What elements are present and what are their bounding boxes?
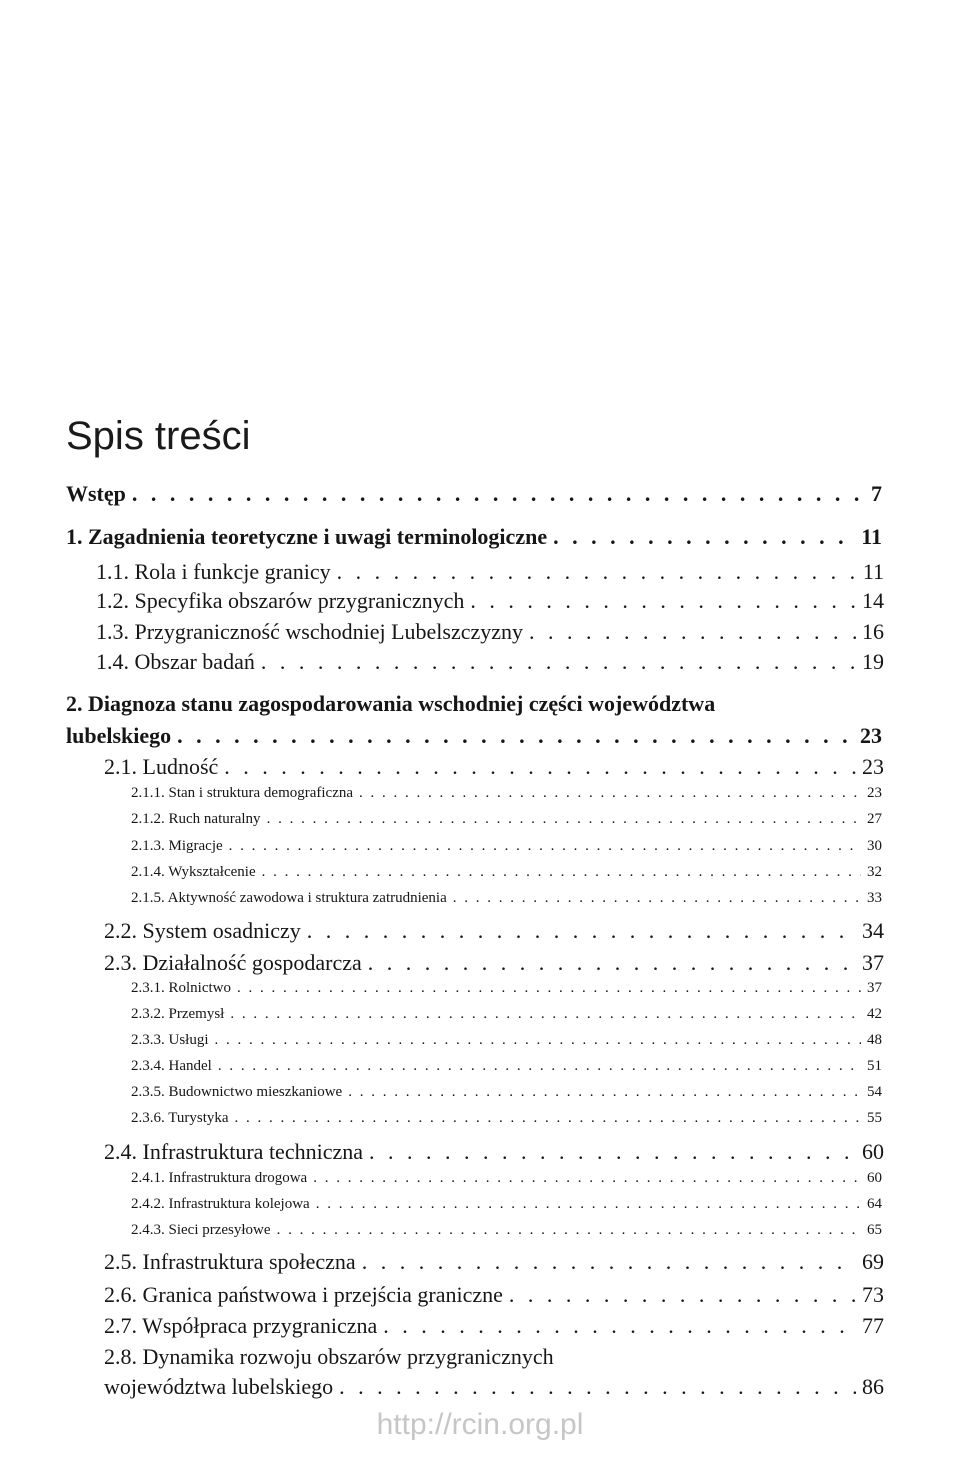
toc-entry-page: 11 bbox=[861, 524, 882, 549]
dot-leader bbox=[224, 754, 856, 780]
toc-entry-title: 2.4.1. Infrastruktura drogowa bbox=[131, 1170, 308, 1186]
toc-entry-2-8 bbox=[104, 1374, 884, 1400]
toc-entry-page: 37 bbox=[867, 980, 882, 996]
toc-entry-2-1-5 bbox=[131, 890, 882, 907]
toc-entry-2-3-3 bbox=[131, 1032, 882, 1049]
dot-leader bbox=[218, 1058, 861, 1075]
dot-leader bbox=[267, 811, 861, 828]
dot-leader bbox=[509, 1282, 856, 1308]
toc-entry-1-2 bbox=[96, 588, 884, 614]
toc-entry-title: województwa lubelskiego bbox=[104, 1374, 334, 1399]
dot-leader bbox=[529, 619, 856, 645]
toc-entry-title: 2.2. System osadniczy bbox=[104, 918, 301, 943]
toc-entry-title: 2.3.5. Budownictwo mieszkaniowe bbox=[131, 1084, 343, 1100]
dot-leader bbox=[470, 588, 856, 614]
toc-entry-page: 32 bbox=[867, 864, 882, 880]
dot-leader bbox=[553, 524, 855, 550]
toc-entry-2-2 bbox=[104, 918, 884, 944]
toc-entry-page: 27 bbox=[867, 811, 882, 827]
toc-entry-page: 7 bbox=[871, 481, 882, 506]
dot-leader bbox=[348, 1084, 861, 1101]
toc-entry-2-3-6 bbox=[131, 1110, 882, 1127]
toc-entry-2-8-line1: 2.8. Dynamika rozwoju obszarów przygranicznych bbox=[104, 1344, 554, 1369]
toc-entry-title: 2.1.1. Stan i struktura demograficzna bbox=[131, 785, 354, 801]
dot-leader bbox=[262, 864, 861, 881]
toc-entry-page: 65 bbox=[867, 1222, 882, 1238]
toc-entry-page: 19 bbox=[862, 649, 884, 674]
dot-leader bbox=[277, 1222, 861, 1239]
toc-entry-2-6 bbox=[104, 1282, 884, 1308]
toc-entry-page: 23 bbox=[867, 785, 882, 801]
toc-entry-title: 1. Zagadnienia teoretyczne i uwagi terminologiczne bbox=[66, 524, 548, 549]
toc-entry-title: 2.3.1. Rolnictwo bbox=[131, 980, 231, 996]
toc-entry-title: 2.1.3. Migracje bbox=[131, 838, 223, 854]
toc-entry-chapter-1 bbox=[66, 524, 882, 550]
toc-entry-page: 64 bbox=[867, 1196, 882, 1212]
toc-entry-2-3-2 bbox=[131, 1006, 882, 1023]
toc-entry-2-1-1 bbox=[131, 785, 882, 802]
toc-entry-2-3 bbox=[104, 950, 884, 976]
toc-entry-title: 2.3.3. Usługi bbox=[131, 1032, 209, 1048]
dot-leader bbox=[230, 1006, 861, 1023]
dot-leader bbox=[313, 1170, 861, 1187]
toc-entry-2-3-4 bbox=[131, 1058, 882, 1075]
toc-entry-page: 14 bbox=[862, 588, 884, 613]
toc-entry-title: 1.1. Rola i funkcje granicy bbox=[96, 559, 331, 584]
toc-entry-2-7 bbox=[104, 1313, 884, 1339]
watermark: http://rcin.org.pl bbox=[376, 1408, 584, 1441]
toc-entry-page: 37 bbox=[862, 950, 884, 975]
toc-entry-1-1 bbox=[96, 559, 884, 585]
toc-entry-2-4-1 bbox=[131, 1170, 882, 1187]
toc-entry-2-1-4 bbox=[131, 864, 882, 881]
toc-entry-2-1-3 bbox=[131, 838, 882, 855]
toc-entry-title: 1.4. Obszar badań bbox=[96, 649, 255, 674]
toc-entry-title: 2.4.2. Infrastruktura kolejowa bbox=[131, 1196, 310, 1212]
toc-entry-page: 48 bbox=[867, 1032, 882, 1048]
toc-entry-page: 51 bbox=[867, 1058, 882, 1074]
dot-leader bbox=[359, 785, 861, 802]
toc-entry-page: 54 bbox=[867, 1084, 882, 1100]
toc-entry-title: 2.7. Współpraca przygraniczna bbox=[104, 1313, 378, 1338]
toc-entry-page: 34 bbox=[862, 918, 884, 943]
toc-entry-title: 2.1. Ludność bbox=[104, 754, 219, 779]
toc-entry-1-3 bbox=[96, 619, 884, 645]
toc-entry-2-3-1 bbox=[131, 980, 882, 997]
toc-entry-page: 60 bbox=[867, 1170, 882, 1186]
toc-entry-1-4 bbox=[96, 649, 884, 675]
dot-leader bbox=[237, 980, 861, 997]
dot-leader bbox=[368, 950, 856, 976]
dot-leader bbox=[132, 481, 865, 507]
toc-entry-title: lubelskiego bbox=[66, 723, 172, 748]
toc-entry-title: 1.2. Specyfika obszarów przygranicznych bbox=[96, 588, 465, 613]
toc-entry-page: 73 bbox=[862, 1282, 884, 1307]
toc-entry-2-1 bbox=[104, 754, 884, 780]
toc-entry-title: 2.4. Infrastruktura techniczna bbox=[104, 1139, 363, 1164]
dot-leader bbox=[453, 890, 861, 907]
toc-entry-page: 86 bbox=[862, 1374, 884, 1399]
toc-entry-title: 2.1.4. Wykształcenie bbox=[131, 864, 256, 880]
toc-entry-2-4-2 bbox=[131, 1196, 882, 1213]
dot-leader bbox=[383, 1313, 856, 1339]
toc-entry-page: 33 bbox=[867, 890, 882, 906]
toc-entry-page: 23 bbox=[862, 754, 884, 779]
toc-entry-page: 16 bbox=[862, 619, 884, 644]
toc-entry-title: 2.3.4. Handel bbox=[131, 1058, 212, 1074]
toc-entry-title: 2.4.3. Sieci przesyłowe bbox=[131, 1222, 271, 1238]
toc-entry-title: 2.1.2. Ruch naturalny bbox=[131, 811, 261, 827]
toc-entry-title: 2.1.5. Aktywność zawodowa i struktura zatrudnienia bbox=[131, 890, 447, 906]
toc-entry-2-3-5 bbox=[131, 1084, 882, 1101]
toc-entry-title: 2.6. Granica państwowa i przejścia graniczne bbox=[104, 1282, 503, 1307]
toc-entry-page: 77 bbox=[862, 1313, 884, 1338]
toc-entry-title: Wstęp bbox=[66, 481, 126, 506]
toc-entry-title: 1.3. Przygraniczność wschodniej Lubelszczyzny bbox=[96, 619, 524, 644]
toc-entry-page: 11 bbox=[862, 559, 884, 584]
toc-entry-chapter-2-line1: 2. Diagnoza stanu zagospodarowania wschodniej części województwa bbox=[66, 691, 716, 716]
toc-entry-title: 2.3.6. Turystyka bbox=[131, 1110, 229, 1126]
toc-entry-chapter-2 bbox=[66, 723, 882, 749]
page-title: Spis treści bbox=[66, 414, 251, 458]
toc-entry-page: 30 bbox=[867, 838, 882, 854]
toc-entry-intro bbox=[66, 481, 882, 507]
dot-leader bbox=[177, 723, 854, 749]
dot-leader bbox=[339, 1374, 856, 1400]
dot-leader bbox=[215, 1032, 861, 1049]
dot-leader bbox=[307, 918, 856, 944]
dot-leader bbox=[369, 1139, 856, 1165]
toc-entry-page: 69 bbox=[862, 1249, 884, 1274]
dot-leader bbox=[261, 649, 856, 675]
toc-entry-title: 2.5. Infrastruktura społeczna bbox=[104, 1249, 356, 1274]
dot-leader bbox=[316, 1196, 861, 1213]
toc-entry-page: 55 bbox=[867, 1110, 882, 1126]
toc-entry-page: 42 bbox=[867, 1006, 882, 1022]
toc-entry-2-5 bbox=[104, 1249, 884, 1275]
dot-leader bbox=[362, 1249, 856, 1275]
toc-entry-title: 2.3. Działalność gospodarcza bbox=[104, 950, 362, 975]
toc-entry-2-4 bbox=[104, 1139, 884, 1165]
dot-leader bbox=[229, 838, 861, 855]
toc-entry-page: 60 bbox=[862, 1139, 884, 1164]
toc-entry-2-1-2 bbox=[131, 811, 882, 828]
dot-leader bbox=[337, 559, 857, 585]
toc-entry-title: 2.3.2. Przemysł bbox=[131, 1006, 225, 1022]
dot-leader bbox=[235, 1110, 861, 1127]
toc-entry-2-4-3 bbox=[131, 1222, 882, 1239]
toc-entry-page: 23 bbox=[860, 723, 882, 748]
